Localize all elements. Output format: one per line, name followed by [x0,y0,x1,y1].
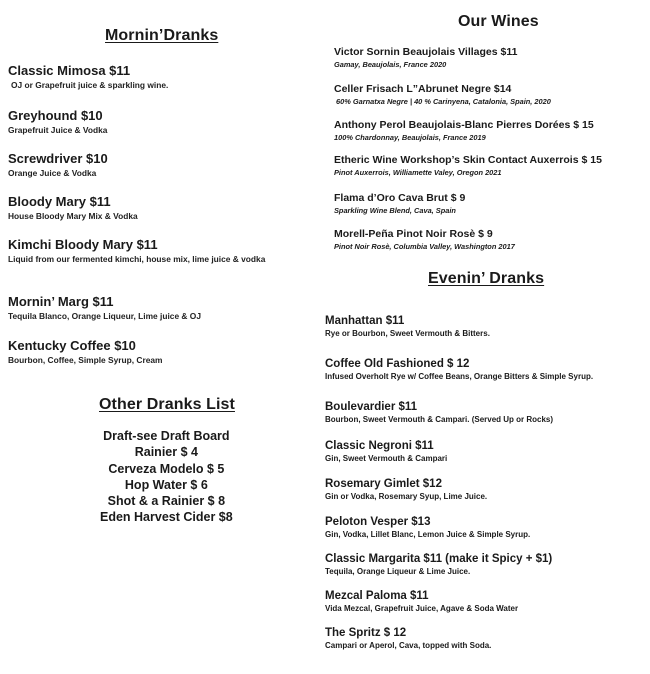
item-title: The Spritz $ 12 [325,627,407,639]
item-title: Anthony Perol Beaujolais-Blanc Pierres Dorées $ 15 [334,119,594,131]
list-item: Cerveza Modelo $ 5 [108,461,225,476]
item-title: Victor Sornin Beaujolais Villages $11 [334,46,518,58]
wine-item [334,192,465,216]
item-desc: Infused Overholt Rye w/ Coffee Beans, Orange Bitters & Simple Syrup. [325,372,594,381]
item-title: Mezcal Paloma $11 [325,590,429,602]
menu-item [8,338,308,366]
item-title: Classic Negroni $11 [325,440,434,452]
wine-item [334,119,594,143]
evening-drinks-heading: Evenin’ Dranks [428,270,545,287]
item-title: Morell-Peña Pinot Noir Rosè $ 9 [334,228,493,240]
menu-item [8,151,308,179]
item-desc: Campari or Aperol, Cava, topped with Soda. [325,641,492,650]
menu-item [325,589,518,614]
item-desc: Bourbon, Coffee, Simple Syrup, Cream [8,355,163,365]
menu-item [325,314,490,339]
item-desc: OJ or Grapefruit juice & sparkling wine. [11,80,169,90]
item-desc: Tequila Blanco, Orange Liqueur, Lime juice & OJ [8,311,201,321]
morning-drinks-heading: Mornin’Dranks [105,27,219,44]
item-desc: Sparkling Wine Blend, Cava, Spain [334,206,456,215]
item-title: Rosemary Gimlet $12 [325,478,442,490]
item-title: Greyhound $10 [8,108,103,123]
item-desc: 60% Garnatxa Negre | 40 % Carinyena, Catalonia, Spain, 2020 [336,97,551,106]
list-item: Eden Harvest Cider $8 [100,510,233,525]
item-desc: Vida Mezcal, Grapefruit Juice, Agave & Soda Water [325,604,519,613]
item-desc: Orange Juice & Vodka [8,168,97,178]
list-item: Shot & a Rainier $ 8 [107,494,226,509]
menu-item [325,515,530,540]
item-desc: Gin, Vodka, Lillet Blanc, Lemon Juice & Simple Syrup. [325,530,531,539]
item-desc: Pinot Auxerrois, Williamette Valey, Oregon 2021 [334,168,502,177]
other-drinks-heading: Other Dranks List [99,396,235,413]
item-desc: Gamay, Beaujolais, France 2020 [334,60,447,69]
list-item: Draft-see Draft Board [103,429,230,443]
menu-item [325,477,487,502]
item-title: Classic Margarita $11 (make it Spicy + $1) [325,553,553,565]
item-title: Flama d’Oro Cava Brut $ 9 [334,192,466,204]
item-desc: Liquid from our fermented kimchi, house mix, lime juice & vodka [8,254,266,264]
menu-item [8,63,308,91]
item-title: Coffee Old Fashioned $ 12 [325,358,470,370]
menu-item [325,357,593,382]
other-drinks-list [100,428,233,526]
item-desc: Rye or Bourbon, Sweet Vermouth & Bitters. [325,329,490,338]
menu-item [8,294,308,322]
menu-item [325,439,447,464]
list-item: Rainier $ 4 [134,445,198,460]
item-title: Kentucky Coffee $10 [8,338,136,353]
wines-heading: Our Wines [458,13,539,30]
item-title: Etheric Wine Workshop’s Skin Contact Auxerrois $ 15 [334,154,602,166]
item-desc: Grapefruit Juice & Vodka [8,125,108,135]
item-title: Mornin’ Marg $11 [8,294,114,309]
menu-item [325,626,491,651]
menu-item [325,552,552,577]
item-title: Celler Frisach L”Abrunet Negre $14 [334,83,512,95]
menu-item [8,108,308,136]
item-desc: House Bloody Mary Mix & Vodka [8,211,138,221]
item-desc: Gin, Sweet Vermouth & Campari [325,454,448,463]
wine-item [334,46,517,70]
item-desc: 100% Chardonnay, Beaujolais, France 2019 [334,133,486,142]
item-title: Boulevardier $11 [325,401,418,413]
item-title: Kimchi Bloody Mary $11 [8,237,158,252]
item-title: Screwdriver $10 [8,151,108,166]
item-desc: Pinot Noir Rosè, Columbia Valley, Washington 2017 [334,242,515,251]
item-desc: Gin or Vodka, Rosemary Syup, Lime Juice. [325,492,488,501]
item-desc: Tequila, Orange Liqueur & Lime Juice. [325,567,471,576]
list-item: Hop Water $ 6 [124,477,208,492]
item-title: Manhattan $11 [325,315,405,327]
menu-item [8,237,304,265]
menu-item [325,400,553,425]
menu-item [8,194,308,222]
item-title: Bloody Mary $11 [8,194,111,209]
item-desc: Bourbon, Sweet Vermouth & Campari. (Served Up or Rocks) [325,415,554,424]
wine-item [334,154,602,178]
item-title: Classic Mimosa $11 [8,63,131,78]
item-title: Peloton Vesper $13 [325,516,431,528]
wine-item [334,228,515,252]
wine-item [334,83,551,107]
